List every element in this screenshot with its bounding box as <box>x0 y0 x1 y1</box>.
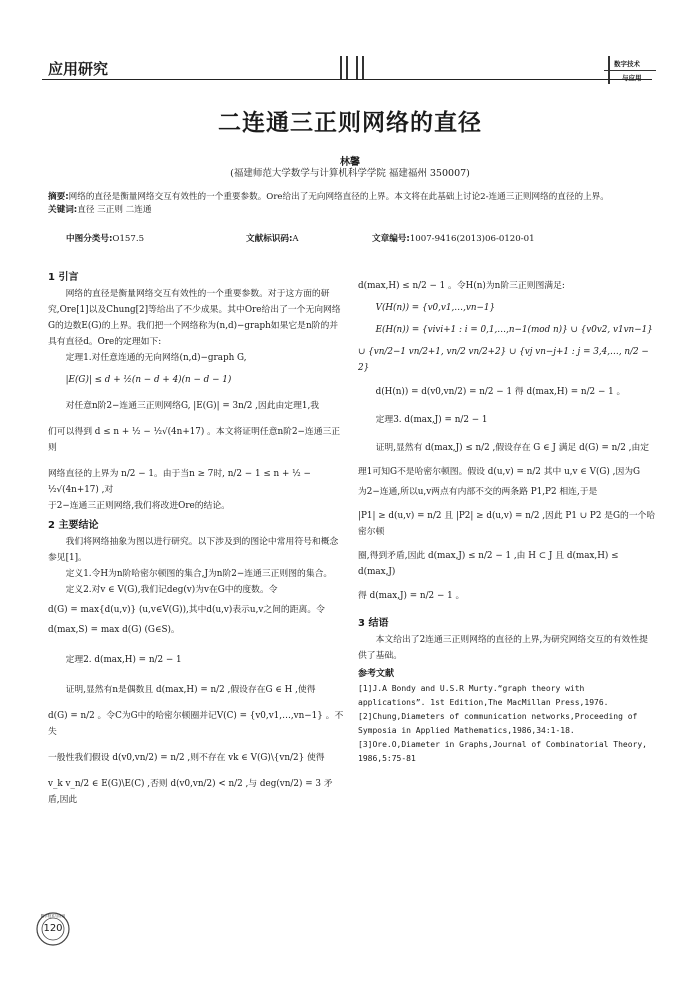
seal-text: 数字技术与应用 <box>40 914 66 918</box>
page-number: 120 <box>43 923 63 934</box>
page-number-seal <box>36 912 70 946</box>
proof-3-line-3: 为2−连通,所以u,v两点有内部不交的两条路 P1,P2 相连,于是 <box>358 487 598 497</box>
proof-3-line-5: 圈,得到矛盾,因此 d(max,J) ≤ n/2 − 1 ,由 H ⊂ J 且 d(max,H) ≤ d(max,J) <box>358 551 619 577</box>
section-2-heading: 2 主要结论 <box>48 520 99 531</box>
reference-item: [3]Ore.O,Diameter in Graphs,Journal of Combinatorial Theory, 1986,5:75-81 <box>358 740 647 763</box>
affiliation: (福建师范大学数学与计算机科学学院 福建福州 350007) <box>230 168 470 179</box>
article-no-info: 文章编号:1007-9416(2013)06-0120-01 <box>372 234 535 244</box>
abstract-block <box>48 191 658 217</box>
definition-2-line-1: 定义2.对v ∈ V(G),我们记deg(v)为v在G中的度数。令 <box>65 585 278 595</box>
paragraph-2-line-3: 网络直径的上界为 n/2 − 1。由于当n ≥ 7时, n/2 − 1 ≤ n + ½ − ½√(4n+17) ,对 <box>48 469 311 495</box>
right-column <box>358 278 656 766</box>
section-label: 应用研究 <box>48 60 109 78</box>
paragraph-2-line-4: 于2−连通三正则网络,我们将改进Ore的结论。 <box>48 501 230 511</box>
definition-2-line-2: d(G) = max{d(u,v)} (u,v∈V(G)),其中d(u,v)表示u,v之间的距离。令 <box>48 605 325 615</box>
right-line-1: d(max,H) ≤ n/2 − 1 。令H(n)为n阶三正则图满足: <box>358 281 565 291</box>
theorem-1: 定理1.对任意连通的无向网络(n,d)−graph G, <box>65 353 247 363</box>
clc-info: 中图分类号:O157.5 <box>66 234 145 244</box>
reference-item: [2]Chung,Diameters of communication networks,Proceeding of Symposia in Applied Mathematics,1986,34:1-18. <box>358 712 638 735</box>
reference-item: [1]J.A Bondy and U.S.R Murty.“graph theory with applications”. 1st Edition,The MacMillan Press,1976. <box>358 684 609 707</box>
proof-3-line-2: 理1可知G不是哈密尔顿图。假设 d(u,v) = n/2 其中 u,v ∈ V(G) ,因为G <box>358 467 641 477</box>
logo-text-bottom: 与应用 <box>622 74 642 82</box>
keywords-label: 关键词: <box>48 205 78 215</box>
theorem-3: 定理3. d(max,J) = n/2 − 1 <box>375 415 488 425</box>
proof-2-line-1: 证明,显然有n是偶数且 d(max,H) = n/2 ,假设存在G ∈ H ,使得 <box>65 685 316 695</box>
proof-3-line-1: 证明,显然有 d(max,J) ≤ n/2 ,假设存在 G ∈ J 满足 d(G) = n/2 ,由定 <box>375 443 650 453</box>
proof-3-line-6: 得 d(max,J) = n/2 − 1 。 <box>358 591 465 601</box>
definition-2-line-3: d(max,S) = max d(G) (G∈S)。 <box>48 625 180 635</box>
theorem-2: 定理2. d(max,H) = n/2 − 1 <box>65 655 182 665</box>
left-column <box>48 270 344 808</box>
definition-1: 定义1.令H为n阶哈密尔顿图的集合,J为n阶2−连通三正则图的集合。 <box>65 569 333 579</box>
conclusion-paragraph: 本文给出了2连通三正则网络的直径的上界,为研究网络交互的有效性提供了基础。 <box>358 635 648 661</box>
keywords-text: 直径 三正则 二连通 <box>77 205 152 215</box>
diameter-result: d(H(n)) = d(v0,vn/2) = n/2 − 1 得 d(max,H) = n/2 − 1 。 <box>375 387 626 397</box>
set-edges-2: ∪ {vn/2−1 vn/2+1, vn/2 vn/2+2} ∪ {vj vn−j+1 : j = 3,4,…, n/2 − 2} <box>358 347 649 373</box>
proof-2-line-2: d(G) = n/2 。令C为G中的哈密尔顿圈并记V(C) = {v0,v1,…,vn−1} 。不失 <box>48 711 344 737</box>
intro-paragraph: 网络的直径是衡量网络交互有效性的一个重要参数。对于这方面的研究,Ore[1]以及Chung[2]等给出了不少成果。其中Ore给出了一个无向网络G的边数E(G)的上界。我们把一个网络称为(n,d)−graph如果它是n阶的并具有直径d。Ore的定理如下: <box>48 289 341 347</box>
equation-1: |E(G)| ≤ d + ½(n − d + 4)(n − d − 1) <box>65 375 232 385</box>
reference-list <box>358 682 656 766</box>
set-edges-1: E(H(n)) = {vivi+1 : i = 0,1,…,n−1(mod n)} ∪ {v0v2, v1vn−1} <box>375 325 653 335</box>
header-divider-bars <box>338 56 364 80</box>
references-heading: 参考文献 <box>358 669 395 679</box>
paragraph-2-line-2: 们可以得到 d ≤ n + ½ − ½√(4n+17) 。本文将证明任意n阶2−连通三正则 <box>48 427 341 453</box>
logo-text-top: 数字技术 <box>614 60 640 68</box>
paragraph-3: 我们将网络抽象为图以进行研究。以下涉及到的图论中常用符号和概念参见[1]。 <box>48 537 339 563</box>
section-1-heading: 1 引言 <box>48 272 79 283</box>
proof-3-line-4: |P1| ≥ d(u,v) = n/2 且 |P2| ≥ d(u,v) = n/2 ,因此 P1 ∪ P2 是G的一个哈密尔顿 <box>358 511 656 537</box>
paragraph-2-line-1: 对任意n阶2−连通三正则网络G, |E(G)| = 3n/2 ,因此由定理1,我 <box>65 401 320 411</box>
set-vertices: V(H(n)) = {v0,v1,…,vn−1} <box>375 303 496 313</box>
abstract-text: 网络的直径是衡量网络交互有效性的一个重要参数。Ore给出了无向网络直径的上界。本文将在此基础上讨论2-连通三正则网络的直径的上界。 <box>68 192 609 202</box>
header-rule <box>42 79 652 80</box>
section-3-heading: 3 结语 <box>358 618 389 629</box>
abstract-label: 摘要: <box>48 192 69 202</box>
proof-2-line-4: v_k v_n/2 ∈ E(G)\E(C) ,否则 d(v0,vn/2) < n/2 ,与 deg(vn/2) = 3 矛盾,因此 <box>48 779 333 805</box>
doc-code-info: 文献标识码:A <box>246 234 299 244</box>
paper-title: 二连通三正则网络的直径 <box>218 109 482 136</box>
proof-2-line-3: 一般性我们假设 d(v0,vn/2) = n/2 ,则不存在 vk ∈ V(G)\{vn/2} 使得 <box>48 753 325 763</box>
author: 林馨 <box>340 157 360 168</box>
